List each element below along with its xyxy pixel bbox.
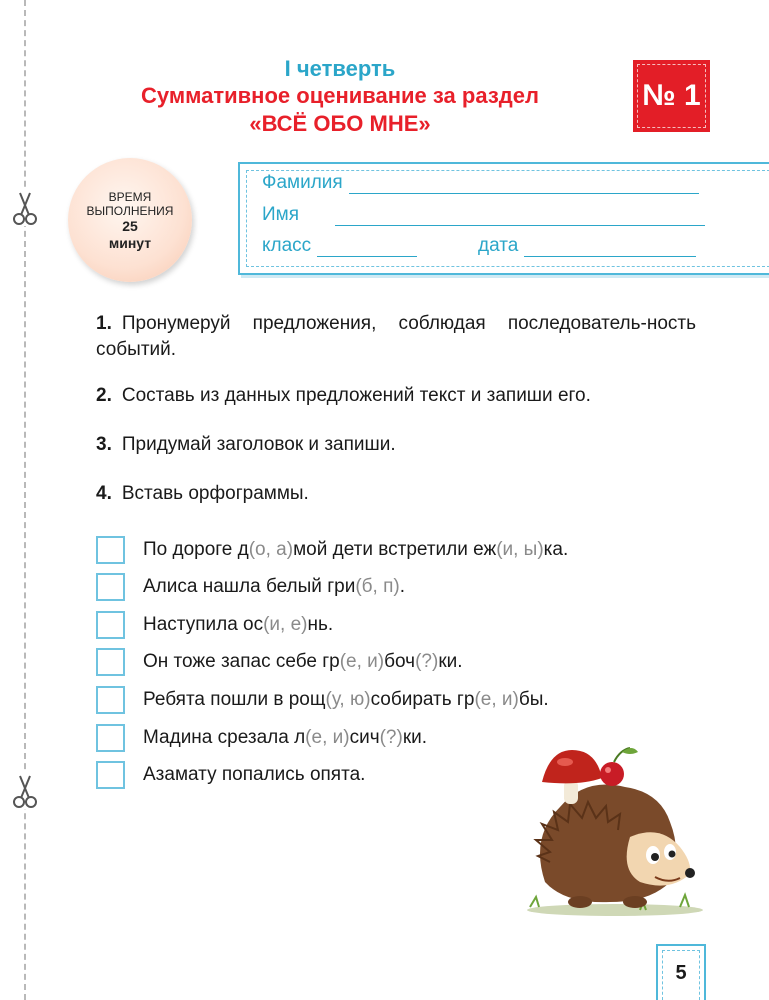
scissors-icon — [11, 190, 39, 226]
time-badge — [68, 158, 192, 282]
section-name: «ВСЁ ОБО МНЕ» — [249, 111, 431, 136]
section-title: Суммативное оценивание за раздел — [141, 83, 539, 108]
task-1: 1. Пронумеруй предложения, соблюдая последователь-ность событий. — [96, 313, 696, 360]
list-item: Алиса нашла белый гри (б, п) . — [96, 572, 405, 602]
time-label: ВРЕМЯ — [108, 189, 152, 204]
number-box[interactable] — [96, 648, 125, 676]
task-text: Составь из данных предложений текст и запиши его. — [121, 385, 591, 406]
task-text: Пронумеруй предложения, соблюдая последователь-ность событий. — [96, 313, 696, 360]
hedgehog-illustration — [520, 742, 710, 917]
page-number: 5 — [656, 944, 706, 1000]
list-item: Азамату попались опята. — [96, 760, 365, 790]
task-2: 2. Составь из данных предложений текст и запиши его. — [96, 385, 591, 406]
list-item: Наступила ос (и, е) нь. — [96, 610, 333, 640]
number-box[interactable] — [96, 686, 125, 714]
number-box[interactable] — [96, 611, 125, 639]
student-info-box — [238, 162, 769, 275]
number-box[interactable] — [96, 536, 125, 564]
name-label: Имя — [262, 204, 300, 225]
number-box[interactable] — [96, 761, 125, 789]
task-text: Вставь орфограммы. — [121, 483, 309, 504]
class-field[interactable] — [262, 235, 417, 257]
list-item: Мадина срезала л (е, и) сич (?) ки. — [96, 723, 427, 753]
time-unit: минут — [108, 234, 152, 251]
time-minutes: 25 — [122, 217, 138, 234]
assessment-number-badge: № 1 — [633, 60, 710, 132]
task-text: Придумай заголовок и запиши. — [121, 434, 396, 455]
list-item: Он тоже запас себе гр (е, и) боч (?) ки. — [96, 647, 463, 677]
quarter-label: I четверть — [284, 56, 396, 81]
date-field[interactable] — [478, 235, 696, 257]
page-header — [60, 56, 620, 138]
surname-label: Фамилия — [262, 172, 343, 193]
number-box[interactable] — [96, 724, 125, 752]
task-3: 3. Придумай заголовок и запиши. — [96, 434, 396, 455]
list-item: По дороге д (о, а) мой дети встретили еж (и, ы) ка. — [96, 535, 568, 565]
class-label: класс — [262, 235, 312, 256]
name-field[interactable] — [262, 204, 705, 226]
date-label: дата — [478, 235, 519, 256]
time-label-2: ВЫПОЛНЕНИЯ — [86, 203, 174, 218]
task-4: 4. Вставь орфограммы. — [96, 483, 309, 504]
list-item: Ребята пошли в рощ (у, ю) собирать гр (е, и) бы. — [96, 685, 549, 715]
cut-line — [24, 0, 26, 1000]
scissors-icon — [11, 773, 39, 809]
number-box[interactable] — [96, 573, 125, 601]
surname-field[interactable] — [262, 172, 699, 194]
